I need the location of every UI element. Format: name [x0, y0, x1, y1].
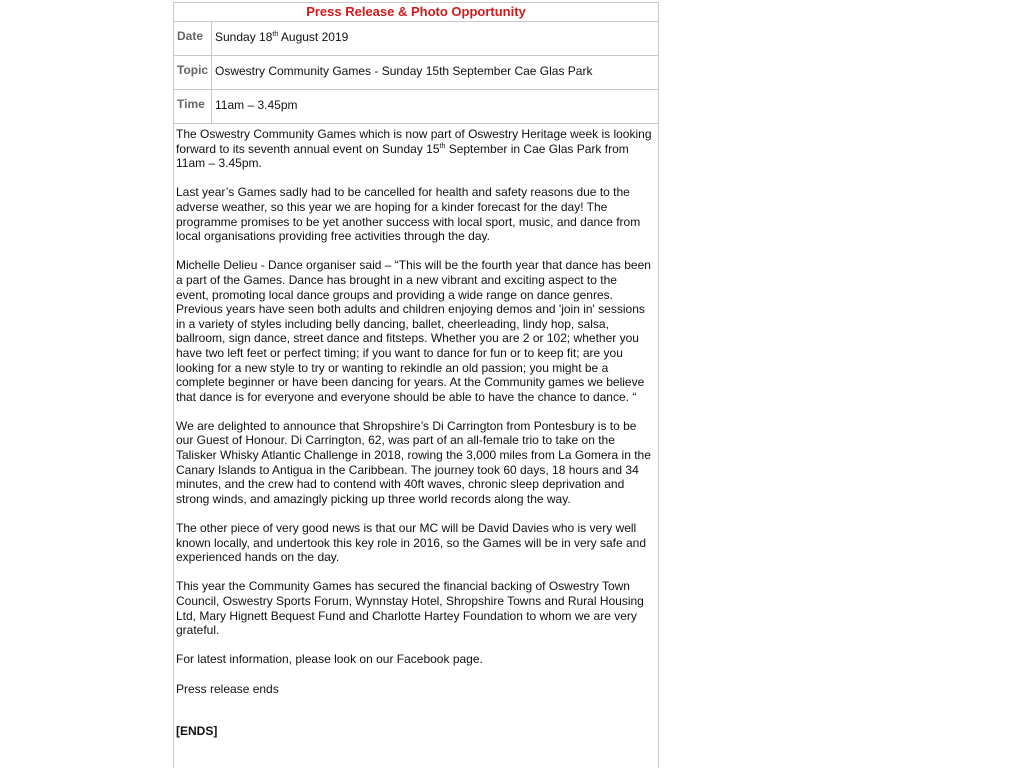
paragraph-release-ends: Press release ends — [176, 681, 279, 696]
paragraph-intro — [176, 127, 652, 171]
date-value — [212, 22, 659, 55]
topic-value: Oswestry Community Games - Sunday 15th September Cae Glas Park — [212, 56, 659, 89]
date-prefix: Sunday 18 — [215, 30, 273, 44]
paragraph-facebook: For latest information, please look on our Facebook page. — [176, 652, 483, 667]
intro-text-a: The Oswestry Community Games which is now part of Oswestry Heritage week is looking forward to its seventh annual event on Sunday 15 — [176, 127, 652, 156]
topic-label: Topic — [174, 56, 212, 89]
date-label: Date — [174, 22, 212, 55]
time-value: 11am – 3.45pm — [212, 90, 659, 123]
document-title: Press Release & Photo Opportunity — [174, 3, 658, 22]
date-row — [174, 22, 658, 56]
paragraph-sponsors: This year the Community Games has secured the financial backing of Oswestry Town Council, Oswestry Sports Forum, Wynnstay Hotel, Shropshire Towns and Rural Housing Ltd, Mary Hignett Bequest Fund and Charlotte Hartey Foundation to whom we are very grateful. — [176, 579, 644, 638]
date-sup: th — [272, 31, 279, 38]
intro-sup: th — [439, 142, 446, 150]
paragraph-last-year: Last year’s Games sadly had to be cancelled for health and safety reasons due to the adverse weather, so this year we are hoping for a kinder forecast for the day! The programme promises to be yet another success with local sport, music, and dance from local organisations providing free activities through the day. — [176, 185, 641, 244]
intro-text-b: September in Cae Glas Park from 11am – 3.45pm. — [176, 141, 629, 171]
time-row — [174, 90, 658, 124]
ends-marker: [ENDS] — [176, 724, 218, 739]
paragraph-guest-of-honour: We are delighted to announce that Shropshire’s Di Carrington from Pontesbury is to be our Guest of Honour. Di Carrington, 62, was part of an all-female trio to take on the Talisker Whisky Atlantic Challenge in 2018, rowing the 3,000 miles from La Gomera in the Canary Islands to Antigua in the Caribbean. The journey took 60 days, 18 hours and 34 minutes, and the crew had to contend with 40ft waves, chronic sleep deprivation and strong winds, and amazingly picking up three world records along the way. — [176, 418, 651, 506]
time-label: Time — [174, 90, 212, 123]
date-suffix: August 2019 — [278, 30, 349, 44]
press-release-body — [174, 124, 658, 739]
paragraph-dance-quote: Michelle Delieu - Dance organiser said – “This will be the fourth year that dance has been a part of the Games. Dance has brought in a new vibrant and exciting aspect to the event, promoting local dance groups and providing a wide range on dance genres. Previous years have seen both adults and children enjoying demos and 'join in' sessions in a variety of styles including belly dancing, ballet, cheerleading, lindy hop, salsa, ballroom, sign dance, street dance and fitsteps. Whether you are 2 or 102; whether you have two left feet or perfect timing; if you want to dance for fun or to keep fit; are you looking for a new style to try or wanting to rekindle an old passion; you might be a complete beginner or have been dancing for years. At the Community games we believe that dance is for everyone and everyone should be able to have the chance to dance. “ — [176, 258, 651, 404]
press-release-document — [173, 2, 659, 768]
paragraph-mc: The other piece of very good news is that our MC will be David Davies who is very well known locally, and undertook this key role in 2016, so the Games will be in very safe and experienced hands on the day. — [176, 521, 647, 565]
topic-row — [174, 56, 658, 90]
